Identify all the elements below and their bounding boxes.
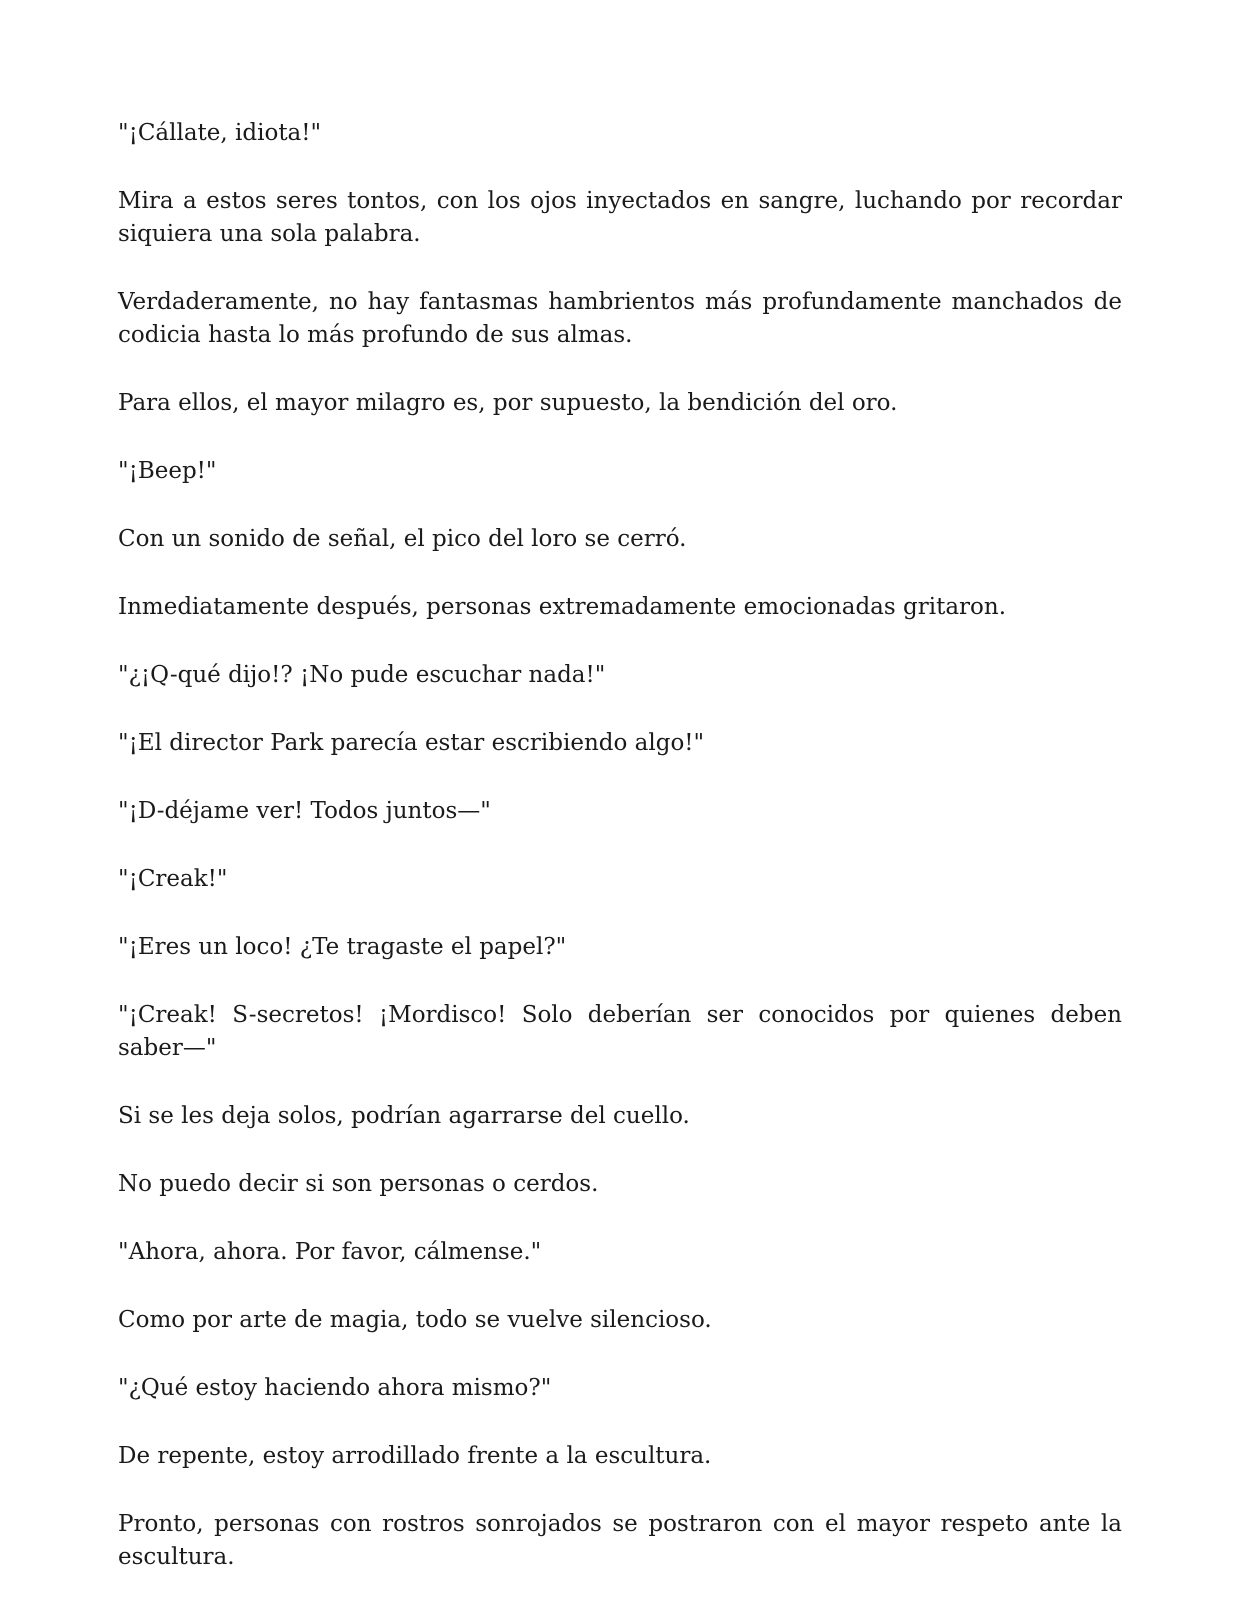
paragraph-10: "¡D-déjame ver! Todos juntos—" [118,798,491,824]
paragraph-7: Inmediatamente después, personas extremadamente emocionadas gritaron. [118,594,1007,620]
paragraph-1: "¡Cállate, idiota!" [118,120,322,146]
paragraph-15: No puedo decir si son personas o cerdos. [118,1171,599,1197]
paragraph-14: Si se les deja solos, podrían agarrarse del cuello. [118,1103,690,1129]
paragraph-8: "¿¡Q-qué dijo!? ¡No pude escuchar nada!" [118,662,606,688]
paragraph-12: "¡Eres un loco! ¿Te tragaste el papel?" [118,934,567,960]
paragraph-19: De repente, estoy arrodillado frente a la escultura. [118,1443,712,1469]
paragraph-9: "¡El director Park parecía estar escribiendo algo!" [118,730,705,756]
document-body [118,117,1122,1609]
paragraph-17: Como por arte de magia, todo se vuelve silencioso. [118,1307,712,1333]
paragraph-18: "¿Qué estoy haciendo ahora mismo?" [118,1375,552,1401]
paragraph-11: "¡Creak!" [118,866,228,892]
paragraph-13: "¡Creak! S-secretos! ¡Mordisco! Solo deberían ser conocidos por quienes deben saber—" [118,1002,1122,1061]
paragraph-3: Verdaderamente, no hay fantasmas hambrientos más profundamente manchados de codicia hasta lo más profundo de sus almas. [118,289,1122,348]
paragraph-4: Para ellos, el mayor milagro es, por supuesto, la bendición del oro. [118,390,898,416]
paragraph-20: Pronto, personas con rostros sonrojados se postraron con el mayor respeto ante la escultura. [118,1511,1122,1570]
paragraph-16: "Ahora, ahora. Por favor, cálmense." [118,1239,542,1265]
paragraph-2: Mira a estos seres tontos, con los ojos inyectados en sangre, luchando por recordar siquiera una sola palabra. [118,188,1122,247]
paragraph-6: Con un sonido de señal, el pico del loro se cerró. [118,526,687,552]
paragraph-5: "¡Beep!" [118,458,217,484]
